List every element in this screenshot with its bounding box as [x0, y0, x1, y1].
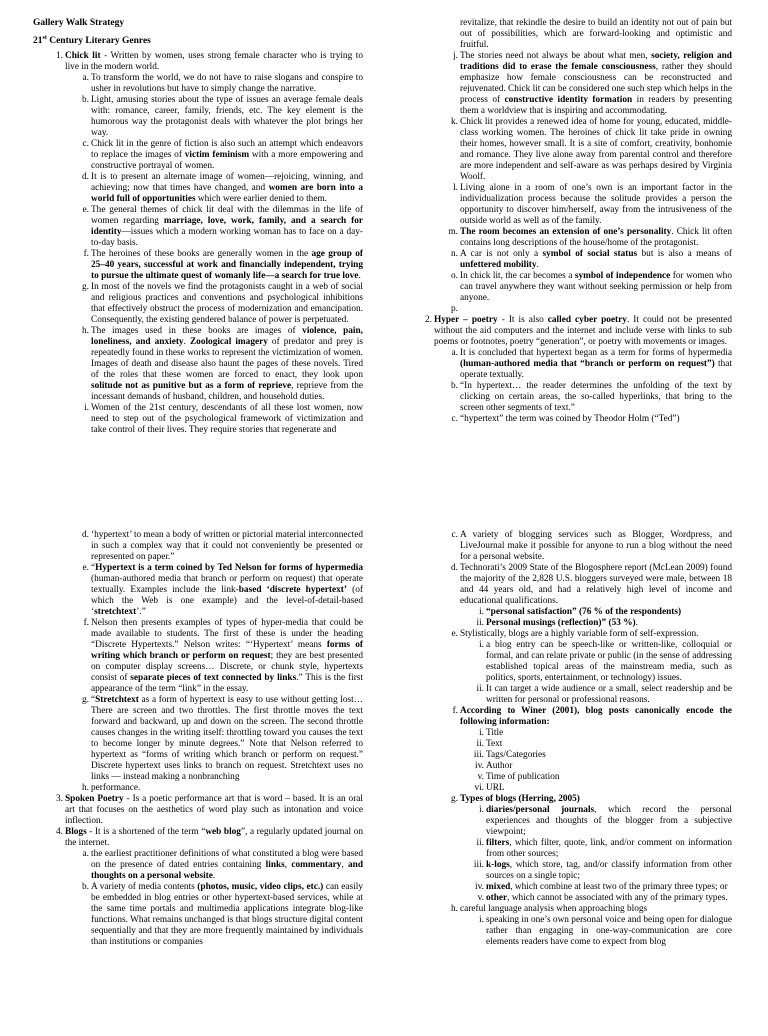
item-text: revitalize, that rekindle the desire to build an identity not out of pain but out of possibilities, which are forward-looking and optimistic and fruitful.	[460, 18, 732, 50]
list-item	[33, 794, 363, 827]
list-marker: g.	[82, 695, 89, 705]
page1-left-column	[33, 18, 363, 436]
item-text: To transform the world, we do not have to raise slogans and conspire to usher in revolutions but have to simply change the narrative.	[91, 73, 363, 95]
list-marker: i.	[479, 915, 484, 925]
list-item	[33, 172, 363, 205]
list-marker: i.	[479, 640, 484, 650]
item-text: The images used in these books are images of violence, pain, loneliness, and anxiety. Zoological imagery of predator and prey is repeatedly found in these works to represent the victimization of women. Images of death and disease also haunt the pages of these novels. Tired of the roles that these women are forced to enact, they look upon solitude not as punitive but as a form of reprieve, reprieve from the incessant demands of husband, children, and household duties.	[91, 326, 364, 403]
list-marker: e.	[451, 629, 458, 639]
list-marker: k.	[451, 117, 458, 127]
list-marker: g.	[82, 282, 89, 293]
list-marker: g.	[451, 794, 458, 804]
list-marker: iii.	[473, 750, 484, 760]
item-text: “Stretchtext as a form of hypertext is easy to use without getting lost… There are screen and two throttles. The first throttle moves the text forward and backward, up and down on the screen. The second throttle causes changes in the writing itself: throttling toward you causes the text to become longer by minute degrees.” Note that Nelson referred to hypertext as “forms of writing which branch or perform on request.” Discrete hypertext uses links to branch on request. Stretchtext uses no links — instead making a nonbranching	[91, 695, 363, 782]
list-item	[402, 183, 732, 227]
list-marker: b.	[82, 882, 89, 892]
list-item	[402, 706, 732, 728]
list-marker: c.	[451, 530, 458, 540]
list-marker: e.	[82, 205, 89, 216]
item-text: The stories need not always be about what men, society, religion and traditions did to erase the female consciousness, rather they should emphasize how female consciousness can be reconstructed and rejuvenated. Chick lit can be considered one such step which helps in the process of constructive identity formation in readers by presenting them a worldview that is inspiring and accommodating.	[460, 51, 733, 116]
item-text: A car is not only a symbol of social status but is also a means of unfettered mobility.	[460, 249, 732, 270]
list-marker: h.	[451, 904, 458, 914]
list-item	[402, 607, 732, 618]
list-item	[33, 139, 363, 172]
list-marker: a.	[451, 348, 458, 358]
item-text: Tags/Categories	[486, 750, 546, 760]
list-marker: vi.	[474, 783, 484, 793]
item-text: Living alone in a room of one’s own is an important factor in the individualization process because the solitude provides a person the opportunity to discover him/herself, away from the intrusiveness of the outside world as well as of the family.	[460, 183, 732, 226]
list-item	[33, 95, 363, 139]
list-marker: d.	[82, 172, 89, 183]
list-item	[33, 695, 363, 783]
list-marker: h.	[82, 783, 89, 793]
list-marker: iv.	[475, 761, 484, 771]
list-marker: b.	[451, 381, 458, 391]
list-item	[33, 618, 363, 695]
list-item	[402, 414, 732, 425]
list-marker: d.	[451, 563, 458, 573]
list-item	[402, 761, 732, 772]
item-text: Hyper – poetry - It is also called cyber poetry. It could not be presented without the aid computers and the internet and include verse with links to sub poems or footnotes, poetry “generation”, or poetry with movements or images.	[434, 315, 733, 347]
list-item	[33, 73, 363, 95]
item-text: mixed, which combine at least two of the primary three types; or	[486, 882, 728, 892]
list-item	[33, 403, 363, 436]
item-text: “personal satisfaction” (76 % of the respondents)	[486, 607, 682, 617]
list-marker: j.	[453, 51, 458, 61]
list-item	[33, 563, 363, 618]
list-marker: o.	[451, 271, 458, 281]
list-marker: a.	[82, 849, 89, 859]
item-text: Blogs - It is a shortened of the term “web blog”, a regularly updated journal on the internet.	[65, 827, 363, 848]
list-item	[402, 750, 732, 761]
list-item	[33, 249, 363, 282]
list-marker: f.	[83, 249, 89, 260]
list-marker: iv.	[475, 882, 484, 892]
list-item	[402, 530, 732, 563]
item-text: Nelson then presents examples of types of hyper-media that could be made available to students. The first of these is under the heading “Discrete Hypertexts.” Nelson writes: “‘Hypertext’ means forms of writing which branch or perform on request; they are best presented on computer display screens… Discrete, or chunk style, hypertexts consist of separate pieces of text connected by links.” This is the first appearance of the term “link” in the essay.	[91, 618, 364, 694]
item-text: Chick lit - Written by women, uses strong female character who is trying to live in the modern world.	[65, 51, 363, 73]
page1-right-column	[402, 18, 732, 425]
item-text: a blog entry can be speech-like or written-like, colloquial or formal, and can relate private or public (in the sense of addressing established topical areas of the mainstream media, such as politics, sports, entertainment, or technology) issues.	[486, 640, 732, 683]
page2-right-column	[402, 530, 732, 948]
item-text: careful language analysis when approaching blogs	[460, 904, 648, 914]
list-item	[402, 904, 732, 915]
document-page-1	[0, 18, 768, 524]
list-item	[33, 827, 363, 849]
list-marker: i.	[84, 403, 89, 414]
section-title	[33, 18, 363, 29]
item-text: “Hypertext is a term coined by Ted Nelson for forms of hypermedia (human-authored media that branch or perform on request) that operate textually. Examples include the link-based ‘discrete hypertext’ (of which the Web is one example) and the level-of-detail-based ‘stretchtext’.”	[91, 563, 363, 617]
item-text: Title	[486, 728, 504, 738]
item-text: Technorati’s 2009 State of the Blogosphere report (McLean 2009) found the majority of the 2,828 U.S. bloggers surveyed were male, between 18 and 44 years old, and had a relatively high level of income and educational qualifications.	[460, 563, 732, 606]
list-marker: v.	[477, 893, 484, 903]
item-text: According to Winer (2001), blog posts canonically encode the following information:	[460, 706, 732, 727]
list-item	[402, 915, 732, 948]
list-item	[402, 227, 732, 249]
item-text: “In hypertext… the reader determines the unfolding of the text by clicking on certain areas, the so-called hyperlinks, that bring to the screen other segments of text.”	[460, 381, 732, 413]
list-item	[402, 348, 732, 381]
list-item	[33, 530, 363, 563]
item-text: The general themes of chick lit deal with the dilemmas in the life of women regarding marriage, love, work, family, and a search for identity—issues which a modern working woman has to face on a day-to-day basis.	[91, 205, 363, 249]
list-item	[33, 51, 363, 73]
list-item	[402, 794, 732, 805]
list-marker: f.	[452, 706, 458, 716]
list-marker: m.	[448, 227, 458, 237]
item-text: Time of publication	[486, 772, 560, 782]
item-text: Personal musings (reflection)” (53 %).	[486, 618, 638, 628]
item-text: Gallery Walk Strategy	[33, 18, 125, 28]
list-marker: i.	[479, 805, 484, 815]
item-text: speaking in one’s own personal voice and being open for dialogue rather than engaging in one-way-communication are core elements readers have come to expect from blog	[486, 915, 732, 947]
item-text: the earliest practitioner definitions of what constituted a blog were based on the presence of dated entries containing links, commentary, and thoughts on a personal website.	[91, 849, 364, 881]
list-item	[402, 51, 732, 117]
item-text: filters, which filter, quote, link, and/or comment on information from other sources;	[486, 838, 732, 859]
list-marker: p.	[451, 304, 458, 314]
item-text: 21st Century Literary Genres	[33, 35, 151, 47]
item-text: It is to present an alternate image of women—rejoicing, winning, and achieving; now that times have changed, and women are born into a world full of opportunities which were earlier denied to them.	[91, 172, 363, 205]
item-text: “hypertext” the term was coined by Theodor Holm (“Ted”)	[460, 414, 680, 424]
item-text: Spoken Poetry - Is a poetic performance art that is word – based. It is an oral art that focuses on the aesthetics of word play such as intonation and voice inflection.	[65, 794, 364, 826]
item-text: Stylistically, blogs are a highly variable form of self-expression.	[460, 629, 699, 639]
list-item	[33, 849, 363, 882]
document-page-2	[0, 530, 768, 1036]
list-item	[402, 739, 732, 750]
list-marker: iii.	[473, 860, 484, 870]
list-marker: b.	[82, 95, 89, 106]
list-item	[402, 838, 732, 860]
list-marker: ii.	[476, 838, 484, 848]
list-item	[402, 271, 732, 304]
list-marker: ii.	[476, 739, 484, 749]
item-text: It can target a wide audience or a small, select readership and be written for personal or professional reasons.	[486, 684, 732, 705]
list-item	[402, 315, 732, 348]
list-item	[402, 805, 732, 838]
list-marker: c.	[451, 414, 458, 424]
list-marker: i.	[479, 728, 484, 738]
list-marker: 2.	[425, 315, 432, 325]
item-text: ‘hypertext’ to mean a body of written or pictorial material interconnected in such a complex way that it could not conveniently be presented or represented on paper.”	[91, 530, 363, 562]
list-marker: e.	[82, 563, 89, 573]
item-text: performance.	[91, 783, 141, 793]
item-text: Types of blogs (Herring, 2005)	[460, 794, 580, 804]
list-item	[402, 381, 732, 414]
list-item	[402, 783, 732, 794]
list-item	[402, 117, 732, 183]
list-marker: i.	[479, 607, 484, 617]
list-item	[402, 629, 732, 640]
list-item	[402, 304, 732, 315]
item-text: diaries/personal journals, which record the personal experiences and thoughts of the blogger from a subjective viewpoint;	[486, 805, 733, 837]
list-marker: 4.	[56, 827, 63, 837]
list-marker: l.	[453, 183, 458, 193]
list-item	[402, 882, 732, 893]
list-item	[402, 728, 732, 739]
item-text: Chick lit provides a renewed idea of home for young, educated, middle-class working women. The heroines of chick lit take pride in owning their homes, however small. It is a site of comfort, creativity, bonhomie and romance. They live alone away from parental control and therefore are more independent and self-aware as was perhaps desired by Virginia Woolf.	[460, 117, 732, 182]
page2-left-column	[33, 530, 363, 948]
section-title	[33, 33, 363, 47]
list-item	[402, 772, 732, 783]
list-item	[402, 640, 732, 684]
list-item	[402, 684, 732, 706]
item-text: Women of the 21st century, descendants of all these lost women, now need to step out of the psychological framework of victimization and take control of their lives. They require stories that regenerate and	[91, 403, 363, 436]
list-item	[33, 282, 363, 326]
list-item	[33, 882, 363, 948]
list-marker: c.	[82, 139, 89, 150]
item-text: The room becomes an extension of one’s personality. Chick lit often contains long descriptions of the house/home of the protagonist.	[460, 227, 733, 248]
item-text	[460, 304, 462, 314]
item-text: k-logs, which store, tag, and/or classify information from other sources on a single topic;	[486, 860, 732, 881]
item-text: other, which cannot be associated with any of the primary types.	[486, 893, 728, 903]
list-marker: v.	[477, 772, 484, 782]
list-item	[402, 563, 732, 607]
list-marker: 3.	[56, 794, 63, 804]
list-item	[402, 860, 732, 882]
item-text: Chick lit in the genre of fiction is also such an attempt which endeavors to replace the images of victim feminism with a more empowering and constructive portrayal of women.	[91, 139, 363, 172]
list-item	[402, 18, 732, 51]
item-text: It is concluded that hypertext began as a term for forms of hypermedia (human-authored media that “branch or perform on request”) that operate textually.	[460, 348, 732, 380]
list-item	[33, 326, 363, 403]
list-item	[402, 249, 732, 271]
list-marker: ii.	[476, 684, 484, 694]
item-text: Text	[486, 739, 503, 749]
list-marker: ii.	[476, 618, 484, 628]
item-text: In most of the novels we find the protagonists caught in a web of social and religious practices and conventions and psychological inhibitions that effectively obstruct the process of modernization and emancipation. Consequently, the existing gendered balance of power is perpetuated.	[91, 282, 363, 326]
item-text: Author	[486, 761, 513, 771]
item-text: A variety of blogging services such as Blogger, Wordpress, and LiveJournal make it possible for anyone to run a blog without the need for a personal website.	[460, 530, 732, 562]
list-marker: d.	[82, 530, 89, 540]
list-item	[33, 205, 363, 249]
item-text: In chick lit, the car becomes a symbol of independence for women who can travel anywhere they want without seeking permission or help from anyone.	[460, 271, 732, 303]
list-marker: a.	[82, 73, 89, 84]
list-item	[402, 618, 732, 629]
list-marker: n.	[451, 249, 458, 259]
list-marker: h.	[82, 326, 89, 337]
list-item	[402, 893, 732, 904]
list-item	[33, 783, 363, 794]
item-text: URL	[486, 783, 505, 793]
list-marker: 1.	[56, 51, 63, 62]
item-text: The heroines of these books are generally women in the age group of 25–40 years, successful at work and financially independent, trying to pursue the ultimate quest of womanly life—a search for true love.	[91, 249, 363, 282]
item-text: A variety of media contents (photos, music, video clips, etc.) can easily be embedded in blog entries or other hypertext-based services, while at the same time portals and multimedia applications integrate blog-like functions. What remains unchanged is that blogs structure digital content sequentially and that they are more frequently maintained by individuals than institutions or companies	[91, 882, 363, 947]
list-marker: f.	[83, 618, 89, 628]
item-text: Light, amusing stories about the type of issues an average female deals with: romance, career, family, friends, etc. The key element is the humorous way the protagonist deals with whatever the plot brings her way.	[91, 95, 363, 139]
